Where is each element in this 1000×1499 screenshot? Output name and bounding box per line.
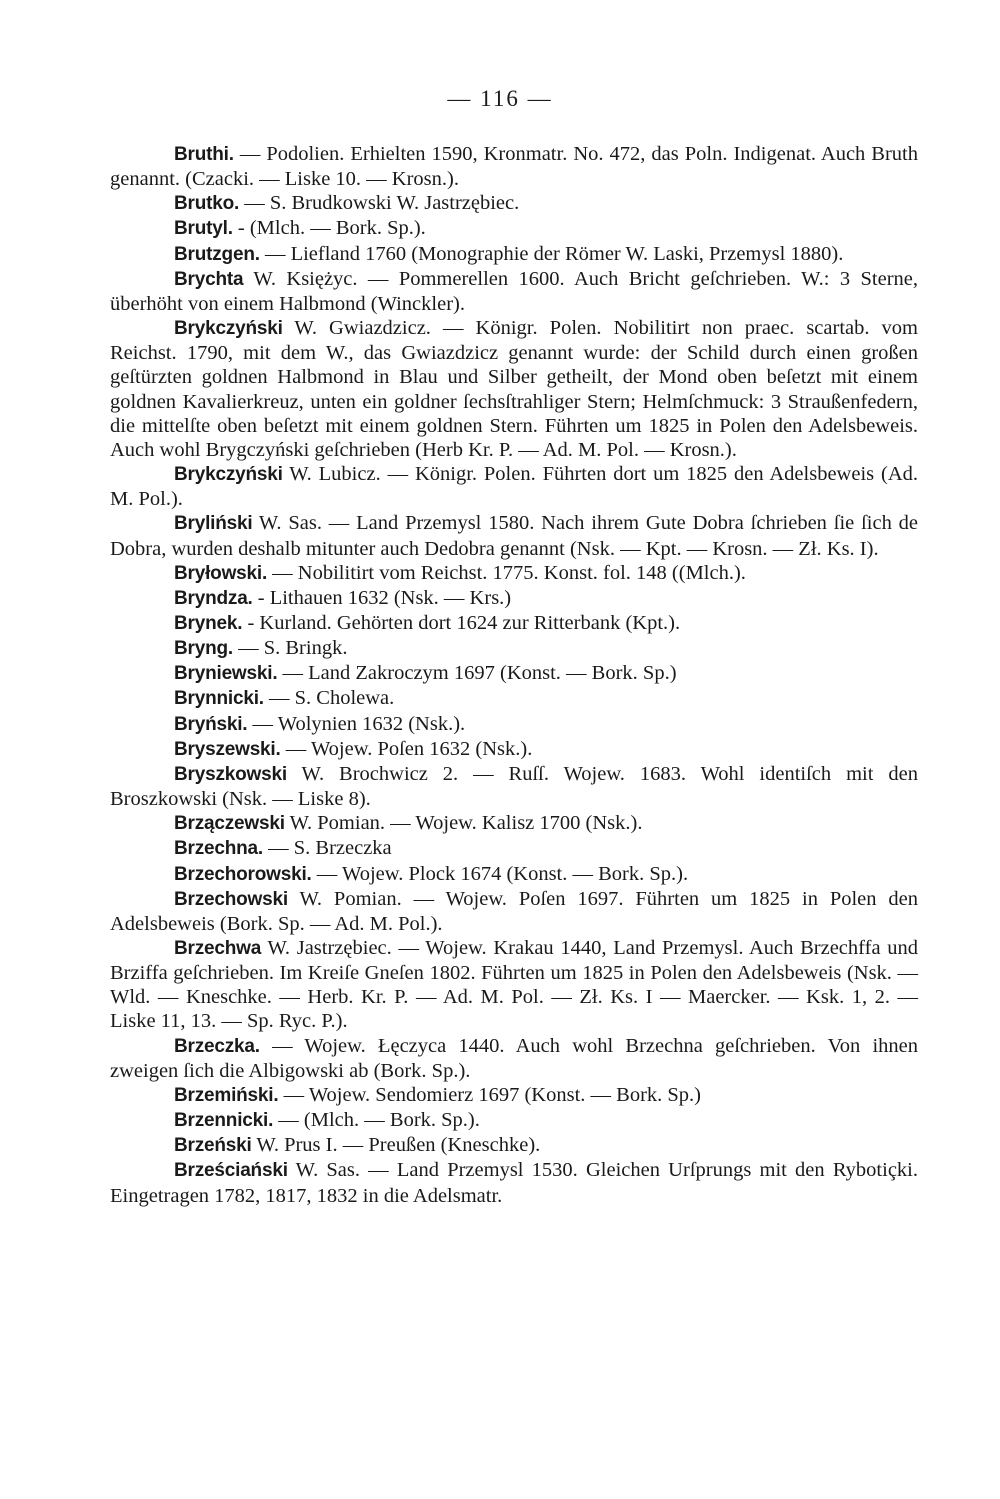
entry-headword: Bryniewski. — [174, 663, 278, 685]
entry — [110, 586, 918, 611]
entry-text: W. Sas. — Land Przemysl 1530. Gleichen Urſprungs mit den Rybotiçki. Eingetragen 1782, 1817, 1832 in die Adelsmatr. — [110, 1159, 918, 1207]
entry — [110, 811, 918, 836]
entry-text: — (Mlch. — Bork. Sp.). — [273, 1109, 480, 1132]
entry — [110, 762, 918, 811]
page-number: — 116 — — [447, 86, 553, 111]
entry-text: — Wojew. Sendomierz 1697 (Konst. — Bork. Sp.) — [278, 1083, 702, 1106]
entry-headword: Brześciański — [174, 1160, 288, 1182]
entry-headword: Brzechorowski. — [174, 863, 312, 885]
entry — [110, 712, 918, 737]
entry — [110, 267, 918, 316]
entry-text: W. Pomian. — Wojew. Kalisz 1700 (Nsk.). — [284, 812, 643, 835]
entry-headword: Brzechwa — [174, 938, 262, 959]
entry-headword: Brutyl. — [174, 218, 233, 240]
entry-headword: Bryłowski. — [174, 562, 268, 584]
entry — [110, 936, 918, 1034]
entry-headword: Bryndza. — [174, 587, 253, 609]
entry — [110, 636, 918, 661]
entry-headword: Brzeński — [174, 1135, 252, 1157]
entry — [110, 191, 918, 216]
entry — [110, 216, 918, 241]
entry — [110, 561, 918, 586]
entry — [110, 511, 918, 560]
entry — [110, 887, 918, 936]
entry-text: W. Księżyc. — Pommerellen 1600. Auch Bricht geſchrieben. W.: 3 Sterne, überhöht von einem Halbmond (Winckler). — [110, 267, 918, 315]
entry-headword: Brynek. — [174, 612, 243, 634]
entry-text: — Podolien. Erhielten 1590, Kronmatr. No. 472, das Poln. Indigenat. Auch Bruth genannt. (Czacki. — Liske 10. — Krosn.). — [110, 143, 918, 191]
entry-headword: Brzemiński. — [174, 1084, 279, 1106]
entry-headword: Brykczyński — [174, 464, 283, 486]
entry — [110, 1133, 918, 1158]
entry — [110, 836, 918, 861]
entry-text: — Wojew. Plock 1674 (Konst. — Bork. Sp.). — [311, 862, 689, 885]
entry-text: - Lithauen 1632 (Nsk. — Krs.) — [252, 586, 512, 609]
entry — [110, 1083, 918, 1108]
entry-headword: Bryński. — [174, 713, 248, 735]
entry-text: W. Jastrzębiec. — Wojew. Krakau 1440, Land Przemysl. Auch Brzechffa und Brziffa geſchrieben. Im Kreiſe Gneſen 1802. Führten um 1825 in Polen den Adelsbeweis (Nsk. — Wld. — Kneschke. — Herb. Kr. P. — Ad. M. Pol. — Zł. Ks. I — Maercker. — Ksk. 1, 2. — Liske 11, 13. — Sp. Ryc. P.). — [110, 937, 918, 1033]
entry — [110, 1034, 918, 1083]
entry-list — [110, 142, 918, 1208]
entry-headword: Bryszkowski — [174, 763, 287, 785]
entry-text: — Wojew. Poſen 1632 (Nsk.). — [280, 737, 533, 760]
entry-headword: Brzączewski — [174, 813, 285, 835]
entry-text: W. Prus I. — Preußen (Kneschke). — [251, 1134, 541, 1157]
entry-text: W. Gwiazdzicz. — Königr. Polen. Nobilitirt non praec. scartab. vom Reichst. 1790, mit dem W., das Gwiazdzicz genannt wurde: der Schild durch einen großen geſtürzten goldnen Halbmond in Blau und Silber getheilt, der Mond oben beſetzt mit einem goldnen Kavalierkreuz, unten ein goldner ſechsſtrahliger Stern; Helmſchmuck: 3 Straußenfedern, die mittelſte oben beſetzt mit einem goldnen Stern. Führten um 1825 in Polen den Adelsbeweis. Auch wohl Brygczyński geſchrieben (Herb Kr. P. — Ad. M. Pol. — Krosn.). — [110, 317, 918, 461]
entry-text: — Land Zakroczym 1697 (Konst. — Bork. Sp.) — [277, 662, 677, 685]
entry-headword: Brutko. — [174, 193, 240, 215]
entry-headword: Brzechowski — [174, 888, 288, 910]
entry-headword: Bryng. — [174, 638, 233, 660]
entry-text: — S. Bringk. — [232, 637, 348, 660]
entry-text: W. Brochwicz 2. — Ruſſ. Wojew. 1683. Wohl identiſch mit den Broszkowski (Nsk. — Liske 8). — [110, 762, 918, 811]
entry-headword: Bryszewski. — [174, 738, 281, 760]
entry — [110, 862, 918, 887]
entry-text: - (Mlch. — Bork. Sp.). — [232, 217, 426, 240]
entry-headword: Bruthi. — [174, 144, 234, 165]
entry-headword: Brutzgen. — [174, 243, 260, 265]
entry-text: — S. Brudkowski W. Jastrzębiec. — [239, 192, 520, 215]
entry — [110, 142, 918, 191]
entry-text: W. Pomian. — Wojew. Poſen 1697. Führten um 1825 in Polen den Adelsbeweis (Bork. Sp. — Ad. M. Pol.). — [110, 887, 918, 935]
entry-text: — Wolynien 1632 (Nsk.). — [247, 712, 466, 735]
entry-text: — S. Cholewa. — [263, 687, 395, 710]
entry — [110, 661, 918, 686]
entry-headword: Brzennicki. — [174, 1110, 274, 1132]
entry — [110, 1158, 918, 1207]
entry-text: W. Lubicz. — Königr. Polen. Führten dort um 1825 den Adelsbeweis (Ad. M. Pol.). — [110, 463, 918, 511]
entry-headword: Brykczyński — [174, 318, 283, 340]
entry — [110, 737, 918, 762]
entry-headword: Brynnicki. — [174, 688, 264, 710]
entry — [110, 462, 918, 511]
entry-text: W. Sas. — Land Przemysl 1580. Nach ihrem Gute Dobra ſchrieben ſie ſich de Dobra, wurden deshalb mitunter auch Dedobra genannt (Nsk. — Kpt. — Krosn. — Zł. Ks. I). — [110, 512, 918, 560]
entry — [110, 686, 918, 711]
entry — [110, 316, 918, 462]
entry-text: - Kurland. Gehörten dort 1624 zur Ritterbank (Kpt.). — [242, 611, 681, 634]
entry-headword: Bryliński — [174, 513, 253, 535]
entry-headword: Brzechna. — [174, 838, 264, 860]
entry-text: — Wojew. Łęczyca 1440. Auch wohl Brzechna geſchrieben. Von ihnen zweigen ſich die Albigowski ab (Bork. Sp.). — [110, 1034, 918, 1082]
entry-text: — Nobilitirt vom Reichst. 1775. Konst. fol. 148 ((Mlch.). — [267, 561, 746, 584]
entry-headword: Brychta — [174, 268, 244, 290]
entry-headword: Brzeczka. — [174, 1035, 260, 1057]
entry — [110, 1108, 918, 1133]
entry — [110, 611, 918, 636]
entry-text: — Liefland 1760 (Monographie der Römer W. Laski, Przemysl 1880). — [259, 242, 844, 265]
entry-text: — S. Brzeczka — [263, 837, 392, 860]
entry — [110, 242, 918, 267]
